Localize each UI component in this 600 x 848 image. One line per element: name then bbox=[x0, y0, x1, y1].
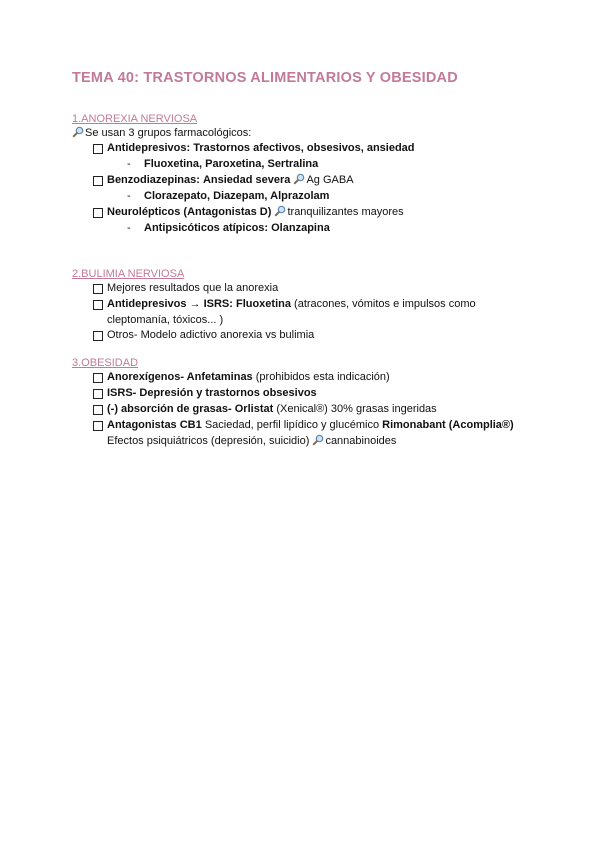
item-continuation: cleptomanía, tóxicos... ) bbox=[107, 314, 224, 326]
list-item bbox=[72, 141, 542, 157]
checkbox-icon bbox=[93, 331, 103, 341]
item-term: Antidepresivos → ISRS: Fluoxetina bbox=[107, 298, 291, 310]
dash-bullet: - bbox=[127, 222, 131, 234]
sub-item bbox=[72, 189, 542, 205]
sub-item bbox=[72, 221, 542, 237]
checkbox-icon bbox=[93, 373, 103, 383]
item-note: cannabinoides bbox=[325, 435, 397, 447]
list-item bbox=[72, 402, 542, 418]
section-heading-bulimia[interactable]: 2.BULIMIA NERVIOSA bbox=[72, 268, 185, 280]
item-description: Trastornos afectivos, obsesivos, ansiedad bbox=[193, 142, 415, 154]
item-term: Anorexígenos- Anfetaminas bbox=[107, 371, 253, 383]
item-term: Antagonistas CB1 bbox=[107, 419, 202, 431]
list-item bbox=[72, 418, 542, 434]
document-page bbox=[72, 70, 542, 449]
item-text: Mejores resultados que la anorexia bbox=[107, 282, 279, 294]
magnifier-icon bbox=[274, 205, 286, 217]
item-note: tranquilizantes mayores bbox=[287, 206, 404, 218]
list-item bbox=[72, 205, 542, 221]
checkbox-icon bbox=[93, 421, 103, 431]
item-description: Ansiedad severa bbox=[202, 174, 291, 186]
list-item bbox=[72, 173, 542, 189]
sub-item-text: Fluoxetina, Paroxetina, Sertralina bbox=[144, 158, 319, 170]
list-item bbox=[72, 328, 542, 344]
item-continuation bbox=[72, 434, 542, 449]
checkbox-icon bbox=[93, 300, 103, 310]
list-item bbox=[72, 281, 542, 297]
item-continuation-text: Efectos psiquiátricos (depresión, suicidio) bbox=[107, 435, 310, 447]
item-term: Antidepresivos: bbox=[107, 142, 191, 154]
anorexia-intro-text: Se usan 3 grupos farmacológicos: bbox=[85, 127, 252, 139]
sub-item-text: Antipsicóticos atípicos: Olanzapina bbox=[144, 222, 330, 234]
checkbox-icon bbox=[93, 176, 103, 186]
list-item bbox=[72, 386, 542, 402]
section-heading-obesidad[interactable]: 3.OBESIDAD bbox=[72, 357, 139, 369]
checkbox-icon bbox=[93, 284, 103, 294]
item-term: (-) absorción de grasas- Orlistat bbox=[107, 403, 274, 415]
item-term: Neurolépticos (Antagonistas D) bbox=[107, 206, 272, 218]
item-note: Ag GABA bbox=[306, 174, 354, 186]
item-drug: Rimonabant (Acomplia®) bbox=[382, 419, 514, 431]
section-heading-anorexia[interactable]: 1.ANOREXIA NERVIOSA bbox=[72, 113, 198, 125]
checkbox-icon bbox=[93, 144, 103, 154]
dash-bullet: - bbox=[127, 190, 131, 202]
list-item bbox=[72, 370, 542, 386]
item-text: Otros- Modelo adictivo anorexia vs bulimia bbox=[107, 329, 315, 341]
sub-item-text: Clorazepato, Diazepam, Alprazolam bbox=[144, 190, 330, 202]
item-description: (Xenical®) 30% grasas ingeridas bbox=[276, 403, 437, 415]
sub-item bbox=[72, 157, 542, 173]
dash-bullet: - bbox=[127, 158, 131, 170]
magnifier-icon bbox=[293, 173, 305, 185]
item-description: (prohibidos esta indicación) bbox=[255, 371, 390, 383]
checkbox-icon bbox=[93, 208, 103, 218]
item-description: (atracones, vómitos e impulsos como bbox=[294, 298, 476, 310]
page-title: TEMA 40: TRASTORNOS ALIMENTARIOS Y OBESIDAD bbox=[72, 70, 458, 86]
magnifier-icon bbox=[312, 434, 324, 446]
checkbox-icon bbox=[93, 389, 103, 399]
item-term: Benzodiazepinas: bbox=[107, 174, 200, 186]
magnifier-icon bbox=[72, 126, 84, 138]
checkbox-icon bbox=[93, 405, 103, 415]
item-term: ISRS- Depresión y trastornos obsesivos bbox=[107, 387, 317, 399]
item-description: Saciedad, perfil lipídico y glucémico bbox=[204, 419, 380, 431]
anorexia-intro bbox=[72, 126, 542, 141]
list-item bbox=[72, 297, 542, 313]
